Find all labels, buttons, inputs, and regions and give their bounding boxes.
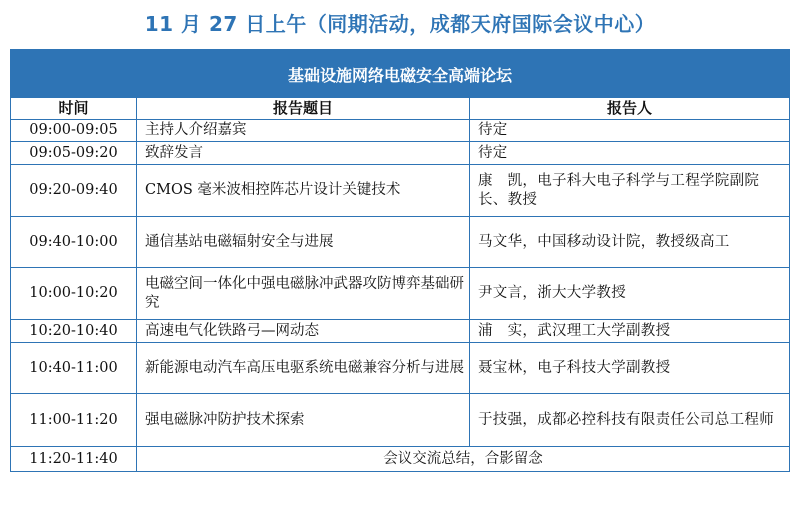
row-speaker: 聂宝林，电子科技大学副教授 [470, 343, 789, 394]
row-time: 09:05-09:20 [11, 142, 137, 165]
schedule-table [10, 49, 790, 472]
closing-row [11, 447, 789, 471]
row-topic: 电磁空间一体化中强电磁脉冲武器攻防博弈基础研究 [137, 268, 470, 320]
page-title: 11 月 27 日上午（同期活动，成都天府国际会议中心） [144, 12, 656, 36]
row-time: 10:40-11:00 [11, 343, 137, 394]
row-topic: 新能源电动汽车高压电驱系统电磁兼容分析与进展 [137, 343, 470, 394]
row-speaker: 马文华，中国移动设计院，教授级高工 [470, 217, 789, 268]
forum-banner: 基础设施网络电磁安全高端论坛 [11, 50, 789, 98]
row-speaker: 待定 [470, 120, 789, 142]
header-time: 时间 [11, 98, 137, 120]
schedule-grid [11, 98, 789, 447]
row-time: 09:40-10:00 [11, 217, 137, 268]
row-speaker: 于技强，成都必控科技有限责任公司总工程师 [470, 394, 789, 447]
row-speaker: 待定 [470, 142, 789, 165]
header-speaker: 报告人 [470, 98, 789, 120]
row-topic: CMOS 毫米波相控阵芯片设计关键技术 [137, 165, 470, 217]
header-topic: 报告题目 [137, 98, 470, 120]
row-time: 10:00-10:20 [11, 268, 137, 320]
row-topic: 强电磁脉冲防护技术探索 [137, 394, 470, 447]
row-speaker: 浦 实，武汉理工大学副教授 [470, 320, 789, 343]
row-speaker: 康 凯，电子科大电子科学与工程学院副院长、教授 [470, 165, 789, 217]
row-time: 11:00-11:20 [11, 394, 137, 447]
closing-text: 会议交流总结，合影留念 [383, 450, 543, 467]
row-topic: 高速电气化铁路弓—网动态 [137, 320, 470, 343]
row-speaker: 尹文言，浙大大学教授 [470, 268, 789, 320]
row-topic: 致辞发言 [137, 142, 470, 165]
closing-time: 11:20-11:40 [11, 447, 137, 471]
row-topic: 通信基站电磁辐射安全与进展 [137, 217, 470, 268]
row-time: 09:20-09:40 [11, 165, 137, 217]
row-time: 10:20-10:40 [11, 320, 137, 343]
row-time: 09:00-09:05 [11, 120, 137, 142]
row-topic: 主持人介绍嘉宾 [137, 120, 470, 142]
